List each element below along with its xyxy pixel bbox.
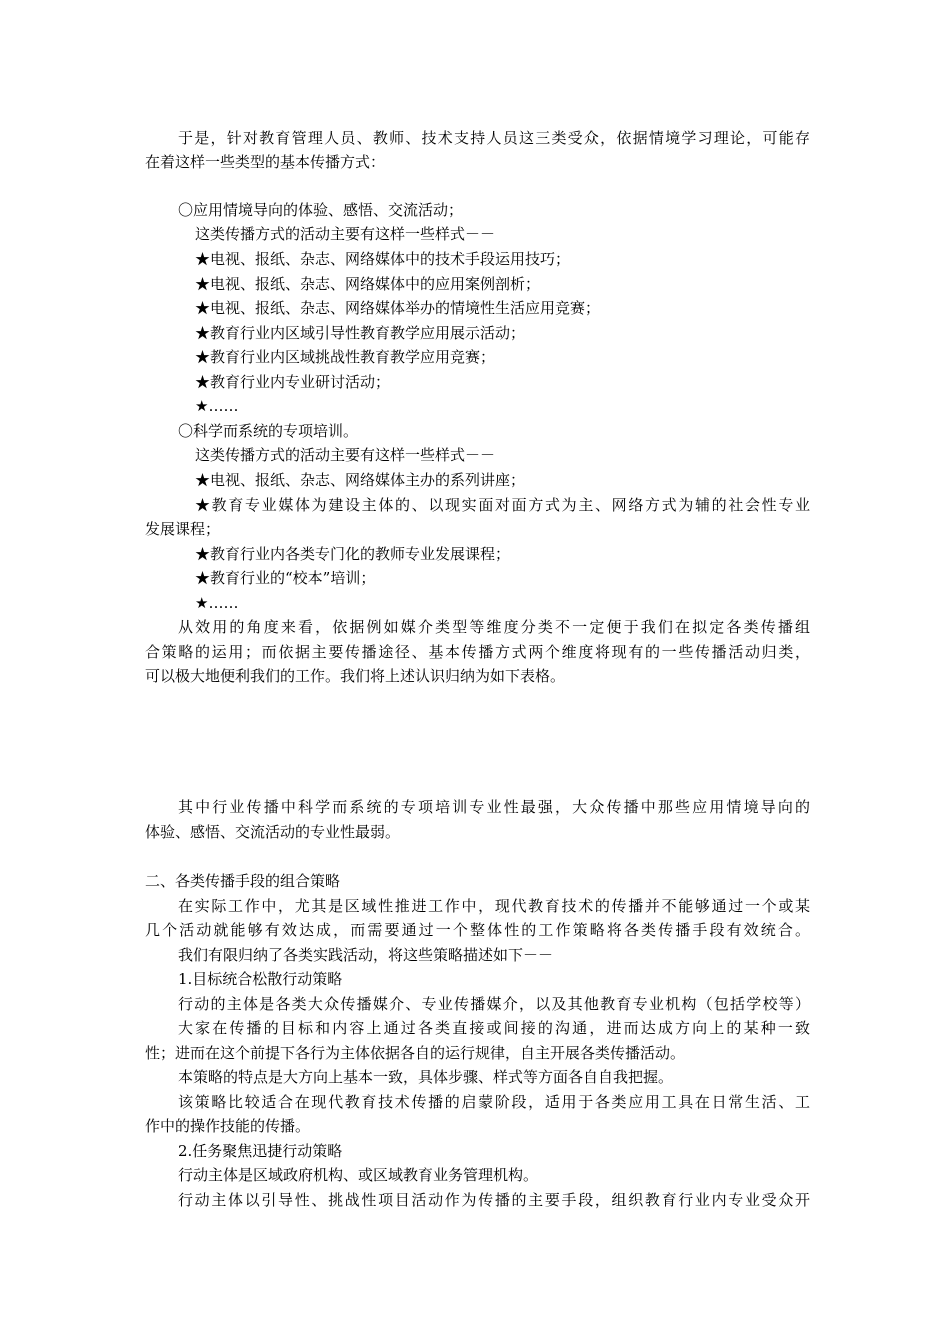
- paragraph-line: 大家在传播的目标和内容上通过各类直接或间接的沟通，进而达成方向上的某种一致: [178, 1019, 810, 1037]
- list-item: ★……: [195, 397, 239, 415]
- paragraph-line: 这类传播方式的活动主要有这样一些样式－－: [195, 225, 496, 243]
- paragraph-line: 本策略的特点是大方向上基本一致，具体步骤、样式等方面各自自我把握。: [178, 1068, 674, 1086]
- paragraph-line: 在着这样一些类型的基本传播方式：: [145, 153, 386, 171]
- paragraph-line: 性；进而在这个前提下各行为主体依据各自的运行规律，自主开展各类传播活动。: [145, 1044, 686, 1062]
- list-item: ★教育行业内各类专门化的教师专业发展课程；: [195, 545, 511, 563]
- list-item: ★教育行业内专业研讨活动；: [195, 373, 391, 391]
- list-item: ★电视、报纸、杂志、网络媒体中的技术手段运用技巧；: [195, 250, 571, 268]
- paragraph-line: 行动主体是区域政府机构、或区域教育业务管理机构。: [178, 1166, 539, 1184]
- list-item: ★电视、报纸、杂志、网络媒体举办的情境性生活应用竞赛；: [195, 299, 601, 317]
- paragraph-line: 作中的操作技能的传播。: [145, 1117, 311, 1135]
- paragraph-line: 这类传播方式的活动主要有这样一些样式－－: [195, 446, 496, 464]
- list-item: ★教育行业内区域挑战性教育教学应用竞赛；: [195, 348, 496, 366]
- section-heading-line: 〇应用情境导向的体验、感悟、交流活动；: [178, 201, 464, 219]
- paragraph-line: 该策略比较适合在现代教育技术传播的启蒙阶段，适用于各类应用工具在日常生活、工: [178, 1093, 810, 1111]
- paragraph-line: 合策略的运用；而依据主要传播途径、基本传播方式两个维度将现有的一些传播活动归类，: [145, 643, 810, 661]
- paragraph-line: 其中行业传播中科学而系统的专项培训专业性最强，大众传播中那些应用情境导向的: [178, 798, 810, 816]
- section-heading: 二、各类传播手段的组合策略: [145, 872, 341, 890]
- list-item-continuation: 发展课程；: [145, 520, 221, 538]
- list-item: ★电视、报纸、杂志、网络媒体主办的系列讲座；: [195, 471, 526, 489]
- paragraph-line: 行动的主体是各类大众传播媒介、专业传播媒介，以及其他教育专业机构（包括学校等）: [178, 995, 810, 1013]
- list-item: ★教育专业媒体为建设主体的、以现实面对面方式为主、网络方式为辅的社会性专业: [195, 496, 810, 514]
- paragraph-line: 从效用的角度来看，依据例如媒介类型等维度分类不一定便于我们在拟定各类传播组: [178, 618, 810, 636]
- section-heading-line: 〇科学而系统的专项培训。: [178, 422, 359, 440]
- list-item: ★电视、报纸、杂志、网络媒体中的应用案例剖析；: [195, 275, 541, 293]
- paragraph-line: 在实际工作中，尤其是区域性推进工作中，现代教育技术的传播并不能够通过一个或某: [178, 897, 810, 915]
- paragraph-line: 可以极大地便利我们的工作。我们将上述认识归纳为如下表格。: [145, 667, 566, 685]
- subsection-heading: 2.任务聚焦迅捷行动策略: [178, 1142, 343, 1160]
- list-item: ★教育行业内区域引导性教育教学应用展示活动；: [195, 324, 526, 342]
- paragraph-line: 体验、感悟、交流活动的专业性最弱。: [145, 823, 401, 841]
- list-item: ★教育行业的“校本”培训；: [195, 569, 376, 587]
- list-item: ★……: [195, 594, 239, 612]
- subsection-heading: 1.目标统合松散行动策略: [178, 970, 343, 988]
- paragraph-line: 我们有限归纳了各类实践活动，将这些策略描述如下－－: [178, 946, 554, 964]
- paragraph-line: 行动主体以引导性、挑战性项目活动作为传播的主要手段，组织教育行业内专业受众开: [178, 1191, 810, 1209]
- paragraph-line: 几个活动就能够有效达成，而需要通过一个整体性的工作策略将各类传播手段有效统合。: [145, 921, 810, 939]
- paragraph-line: 于是，针对教育管理人员、教师、技术支持人员这三类受众，依据情境学习理论，可能存: [178, 129, 810, 147]
